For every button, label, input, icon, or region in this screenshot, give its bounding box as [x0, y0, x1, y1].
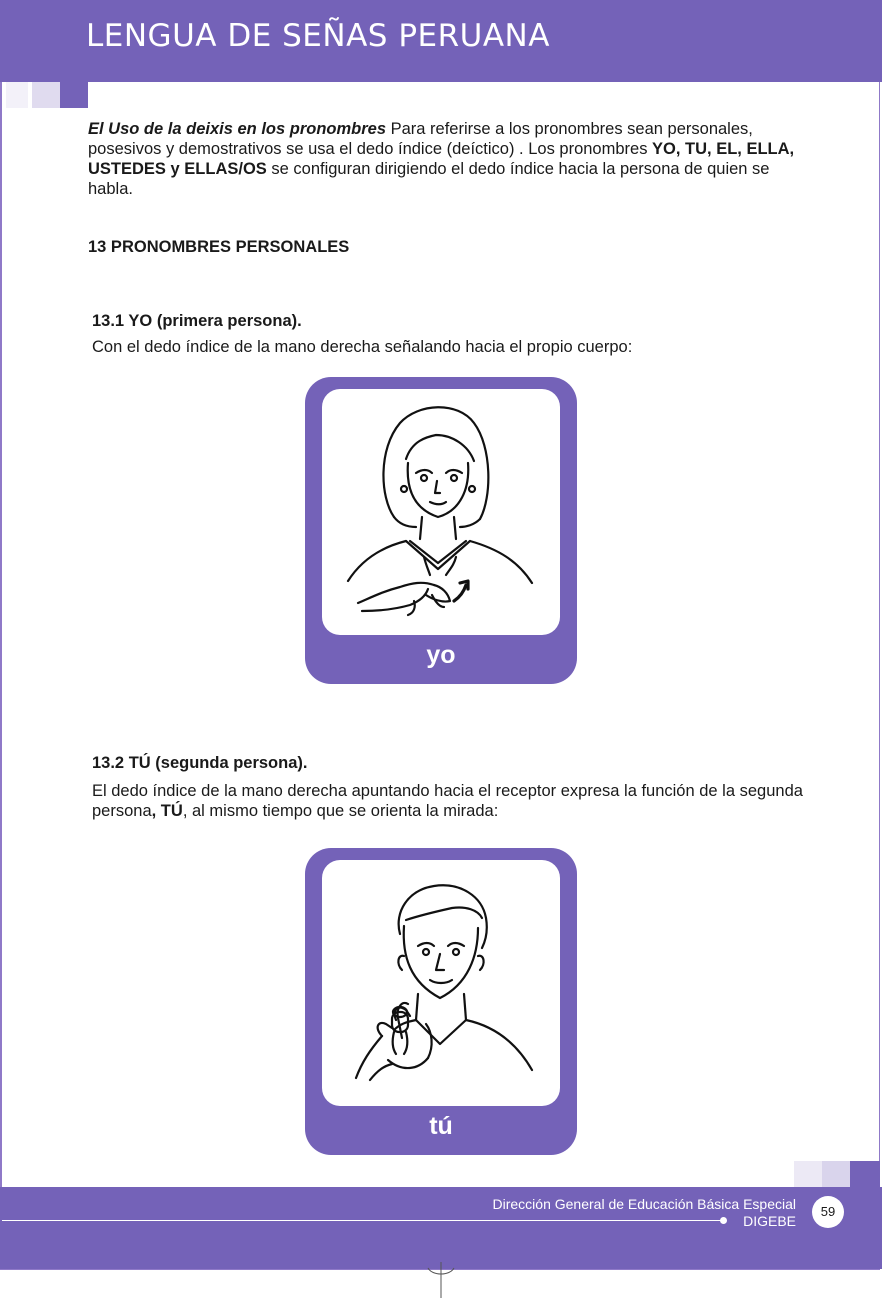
item-heading-yo: 13.1 YO (primera persona).: [92, 312, 302, 330]
header-band: [0, 0, 882, 82]
sign-card-tu: [305, 848, 577, 1155]
intro-text-2: se configuran dirigiendo el dedo índice hacia la persona de quien se habla.: [88, 160, 770, 198]
footer-bullet: [720, 1217, 727, 1224]
footer-organization: Dirección General de Educación Básica Especial: [492, 1196, 796, 1212]
man-pointing-forward-icon: [322, 860, 560, 1106]
intro-lead: El Uso de la deixis en los pronombres: [88, 120, 386, 138]
intro-pronouns: YO, TU, EL, ELLA, USTEDES y ELLAS/OS: [88, 140, 795, 178]
footer-decoration: [794, 1161, 882, 1187]
footer-rule: [2, 1220, 722, 1221]
intro-text-1: Para referirse a los pronombres sean personales, posesivos y demostrativos se usa el dedo índice (deíctico) . Los pronombres: [88, 120, 753, 158]
section-heading: 13 PRONOMBRES PERSONALES: [88, 238, 350, 256]
item-text-tu-bold: , TÚ: [151, 802, 183, 820]
item-text-tu: [92, 781, 804, 821]
page-number: 59: [812, 1196, 844, 1228]
item-text-tu-part-1: El dedo índice de la mano derecha apuntando hacia el receptor expresa la función de la segunda persona: [92, 782, 803, 820]
sign-label-tu: tú: [429, 1112, 453, 1140]
intro-paragraph: [88, 119, 800, 199]
sign-card-yo: [305, 377, 577, 684]
page-title: LENGUA DE SEÑAS PERUANA: [86, 18, 550, 54]
footer-band: [0, 1187, 882, 1269]
footer-abbreviation: DIGEBE: [743, 1213, 796, 1229]
woman-pointing-to-self-icon: [322, 389, 560, 635]
trim-mark-icon: [426, 1262, 456, 1298]
item-text-tu-part-2: , al mismo tiempo que se orienta la mirada:: [182, 802, 499, 820]
sign-label-yo: yo: [426, 641, 456, 669]
header-decoration: [0, 82, 88, 108]
sign-illustration-tu: [322, 860, 560, 1106]
sign-illustration-yo: [322, 389, 560, 635]
item-text-yo: Con el dedo índice de la mano derecha señalando hacia el propio cuerpo:: [92, 338, 633, 356]
item-heading-tu: 13.2 TÚ (segunda persona).: [92, 754, 308, 772]
